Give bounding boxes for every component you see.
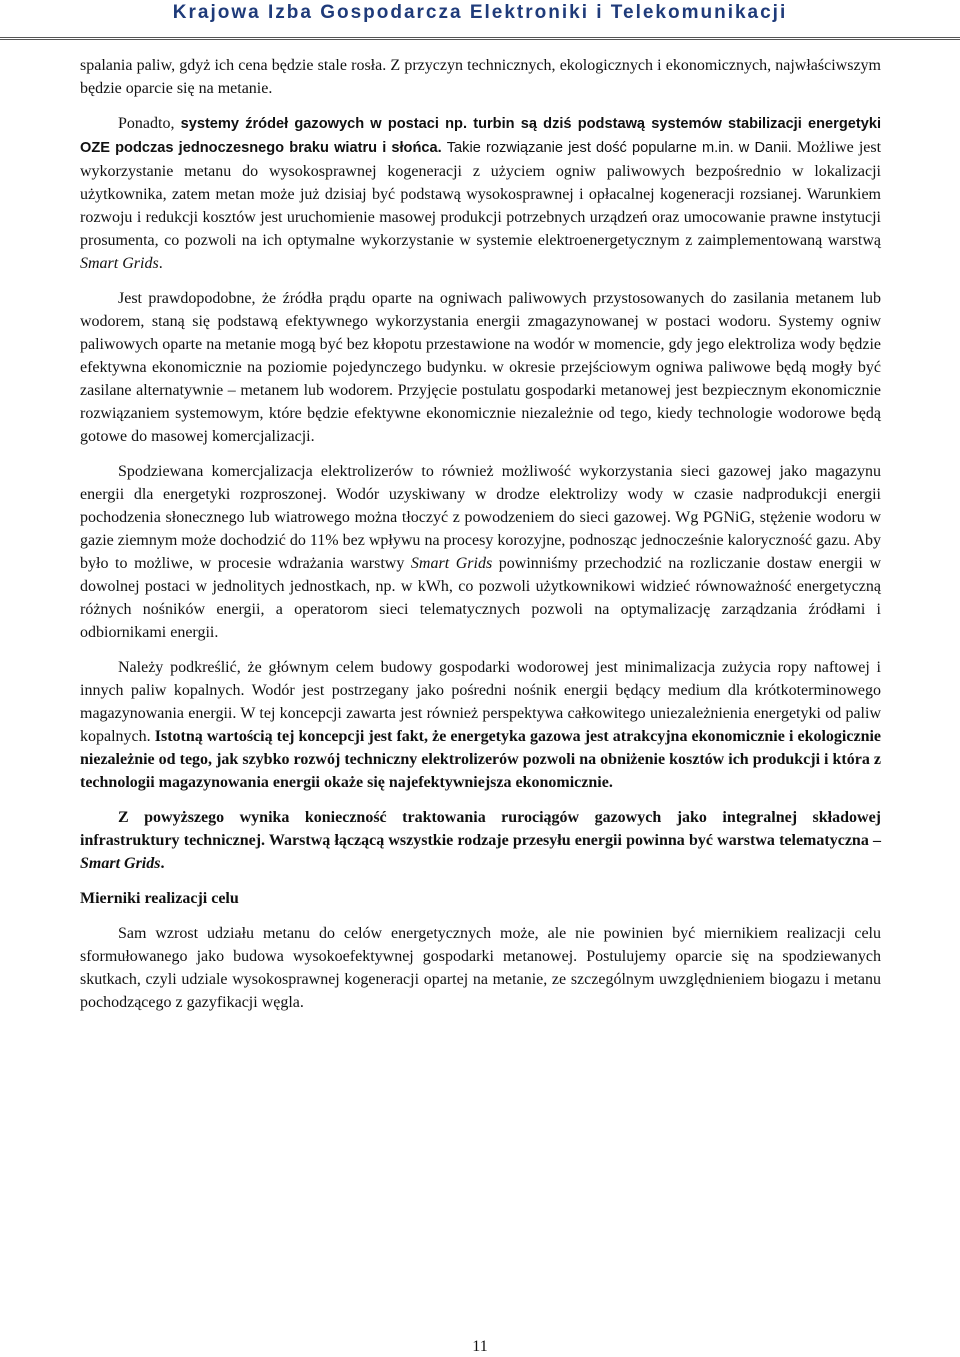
paragraph-4: [80, 460, 881, 644]
paragraph-4-body: Spodziewana komercjalizacja elektrolizerów to również możliwość wykorzystania sieci gazowej jako magazynu energii dla energetyki rozproszonej. Wodór uzyskiwany w drodze elektrolizy wody w czasie nadprodukcji energii pochodzenia słonecznego lub wiatrowego można tłoczyć z powodzeniem do sieci gazowej. Wg PGNiG, stężenie wodoru w gazie ziemnym może dochodzić do 11% bez wpływu na procesy korozyjne, podnosząc jednocześnie kaloryczność gazu. Aby było to możliwe, w procesie wdrażania warstwy: [80, 463, 881, 572]
document-body: [80, 54, 881, 1026]
section-heading: Mierniki realizacji celu: [80, 890, 239, 907]
paragraph-2-intro: Ponadto,: [118, 115, 175, 132]
paragraph-2-end: .: [158, 255, 163, 272]
running-header: Krajowa Izba Gospodarcza Elektroniki i Telekomunikacji: [172, 2, 788, 23]
paragraph-3-body: Jest prawdopodobne, że źródła prądu oparte na ogniwach paliwowych przystosowanych do zasilania metanem lub wodorem, staną się podstawą efektywnego wykorzystania energii zmagazynowanej w postaci wodoru. Systemy ogniw paliwowych oparte na metanie mogą być bez kłopotu przestawione na wodór w momencie, gdy jego elektroliza wody będzie efektywna ekonomicznie na poziomie pojedynczego budynku. w okresie przejściowym ogniwa paliwowe będą mogły być zasilane alternatywnie – metanem lub wodorem.: [80, 290, 881, 399]
paragraph-5-bold: Istotną wartością tej koncepcji jest fakt, że energetyka gazowa jest atrakcyjna ekonomicznie i ekologicznie niezależnie od tego, jak szybko rozwój techniczny elektrolizerów pozwoli na obniżenie kosztów ich produkcji i która z technologii magazynowania energii okaże się najefektywniejsza ekonomicznie.: [80, 728, 882, 791]
paragraph-4-body-2: powinniśmy przechodzić na rozliczanie dostaw energii w dowolnej postaci w jednolitych jednostkach, np. w kWh, co pozwoli użytkownikowi widzieć równoważność energetyczną różnych nośników energii, a operatorom sieci telematycznych pozwoli na optymalizację zarządzania źródłami i odbiornikami energii.: [80, 555, 882, 641]
paragraph-7: Sam wzrost udziału metanu do celów energetycznych może, ale nie powinien być miernikiem realizacji celu sformułowanego jako budowa wysokoefektywnej gospodarki metanowej. Postulujemy oparcie się na spodziewanych skutkach, czyli udziale wysokosprawnej kogeneracji opartej na metanie, ze szczególnym uwzględnieniem biogazu i metanu pochodzącego z gazyfikacji węgla.: [80, 925, 881, 1011]
paragraph-2-body-2: Warunkiem rozwoju i redukcji kosztów jest uruchomienie masowej produkcji potrzebnych urządzeń oraz umocowanie prawne instytucji prosumenta, co pozwoli na ich optymalne wykorzystanie w systemie elektroenergetycznym z zaimplementowaną warstwą: [80, 186, 881, 249]
paragraph-3-body-2: Przyjęcie postulatu gospodarki metanowej jest bezpiecznym ekonomicznie rozwiązaniem systemowym, które będzie efektywne ekonomicznie niezależnie od tego, kiedy technologie wodorowe będą gotowe do masowej komercjalizacji.: [80, 382, 882, 445]
paragraph-2-body: Możliwe jest wykorzystanie metanu do wysokosprawnej kogeneracji z użyciem ogniw paliwowych bezpośrednio w lokalizacji użytkownika, zatem metan może już dzisiaj być podstawą wysokosprawnej i opłacalnej kogeneracji rozsianej.: [80, 139, 882, 203]
paragraph-2-sans: Takie rozwiązanie jest dość popularne m.in. w Danii.: [446, 140, 792, 156]
paragraph-6: [80, 806, 881, 875]
paragraph-6-end: .: [160, 855, 165, 872]
paragraph-5: [80, 656, 881, 794]
smart-grids-term: Smart Grids: [410, 555, 493, 572]
paragraph-6-body: Z powyższego wynika konieczność traktowania rurociągów gazowych jako integralnej składowej infrastruktury technicznej. Warstwą łączącą wszystkie rodzaje przesyłu energii powinna być warstwa telematyczna –: [80, 809, 881, 849]
paragraph-2-bold: systemy źródeł gazowych w postaci np. turbin są dziś podstawą systemów stabilizacji energetyki OZE podczas jednoczesnego braku wiatru i słońca.: [80, 116, 881, 156]
smart-grids-term: Smart Grids: [80, 855, 161, 872]
paragraph-3: [80, 287, 881, 448]
header-divider: [0, 37, 960, 40]
page-number: 11: [472, 1338, 488, 1355]
paragraph-1: spalania paliw, gdyż ich cena będzie stale rosła. Z przyczyn technicznych, ekologicznych i ekonomicznych, najwłaściwszym będzie oparcie się na metanie.: [80, 57, 881, 97]
paragraph-2: [80, 112, 881, 275]
paragraph-5-body: Należy podkreślić, że głównym celem budowy gospodarki wodorowej jest minimalizacja zużycia ropy naftowej i innych paliw kopalnych. Wodór jest postrzegany jako pośredni nośnik energii będący medium dla krótkoterminowego magazynowania energii. W tej koncepcji zawarta jest również perspektywa całkowitego uniezależnienia energetyki od paliw kopalnych.: [80, 659, 881, 745]
smart-grids-term: Smart Grids: [80, 255, 159, 272]
